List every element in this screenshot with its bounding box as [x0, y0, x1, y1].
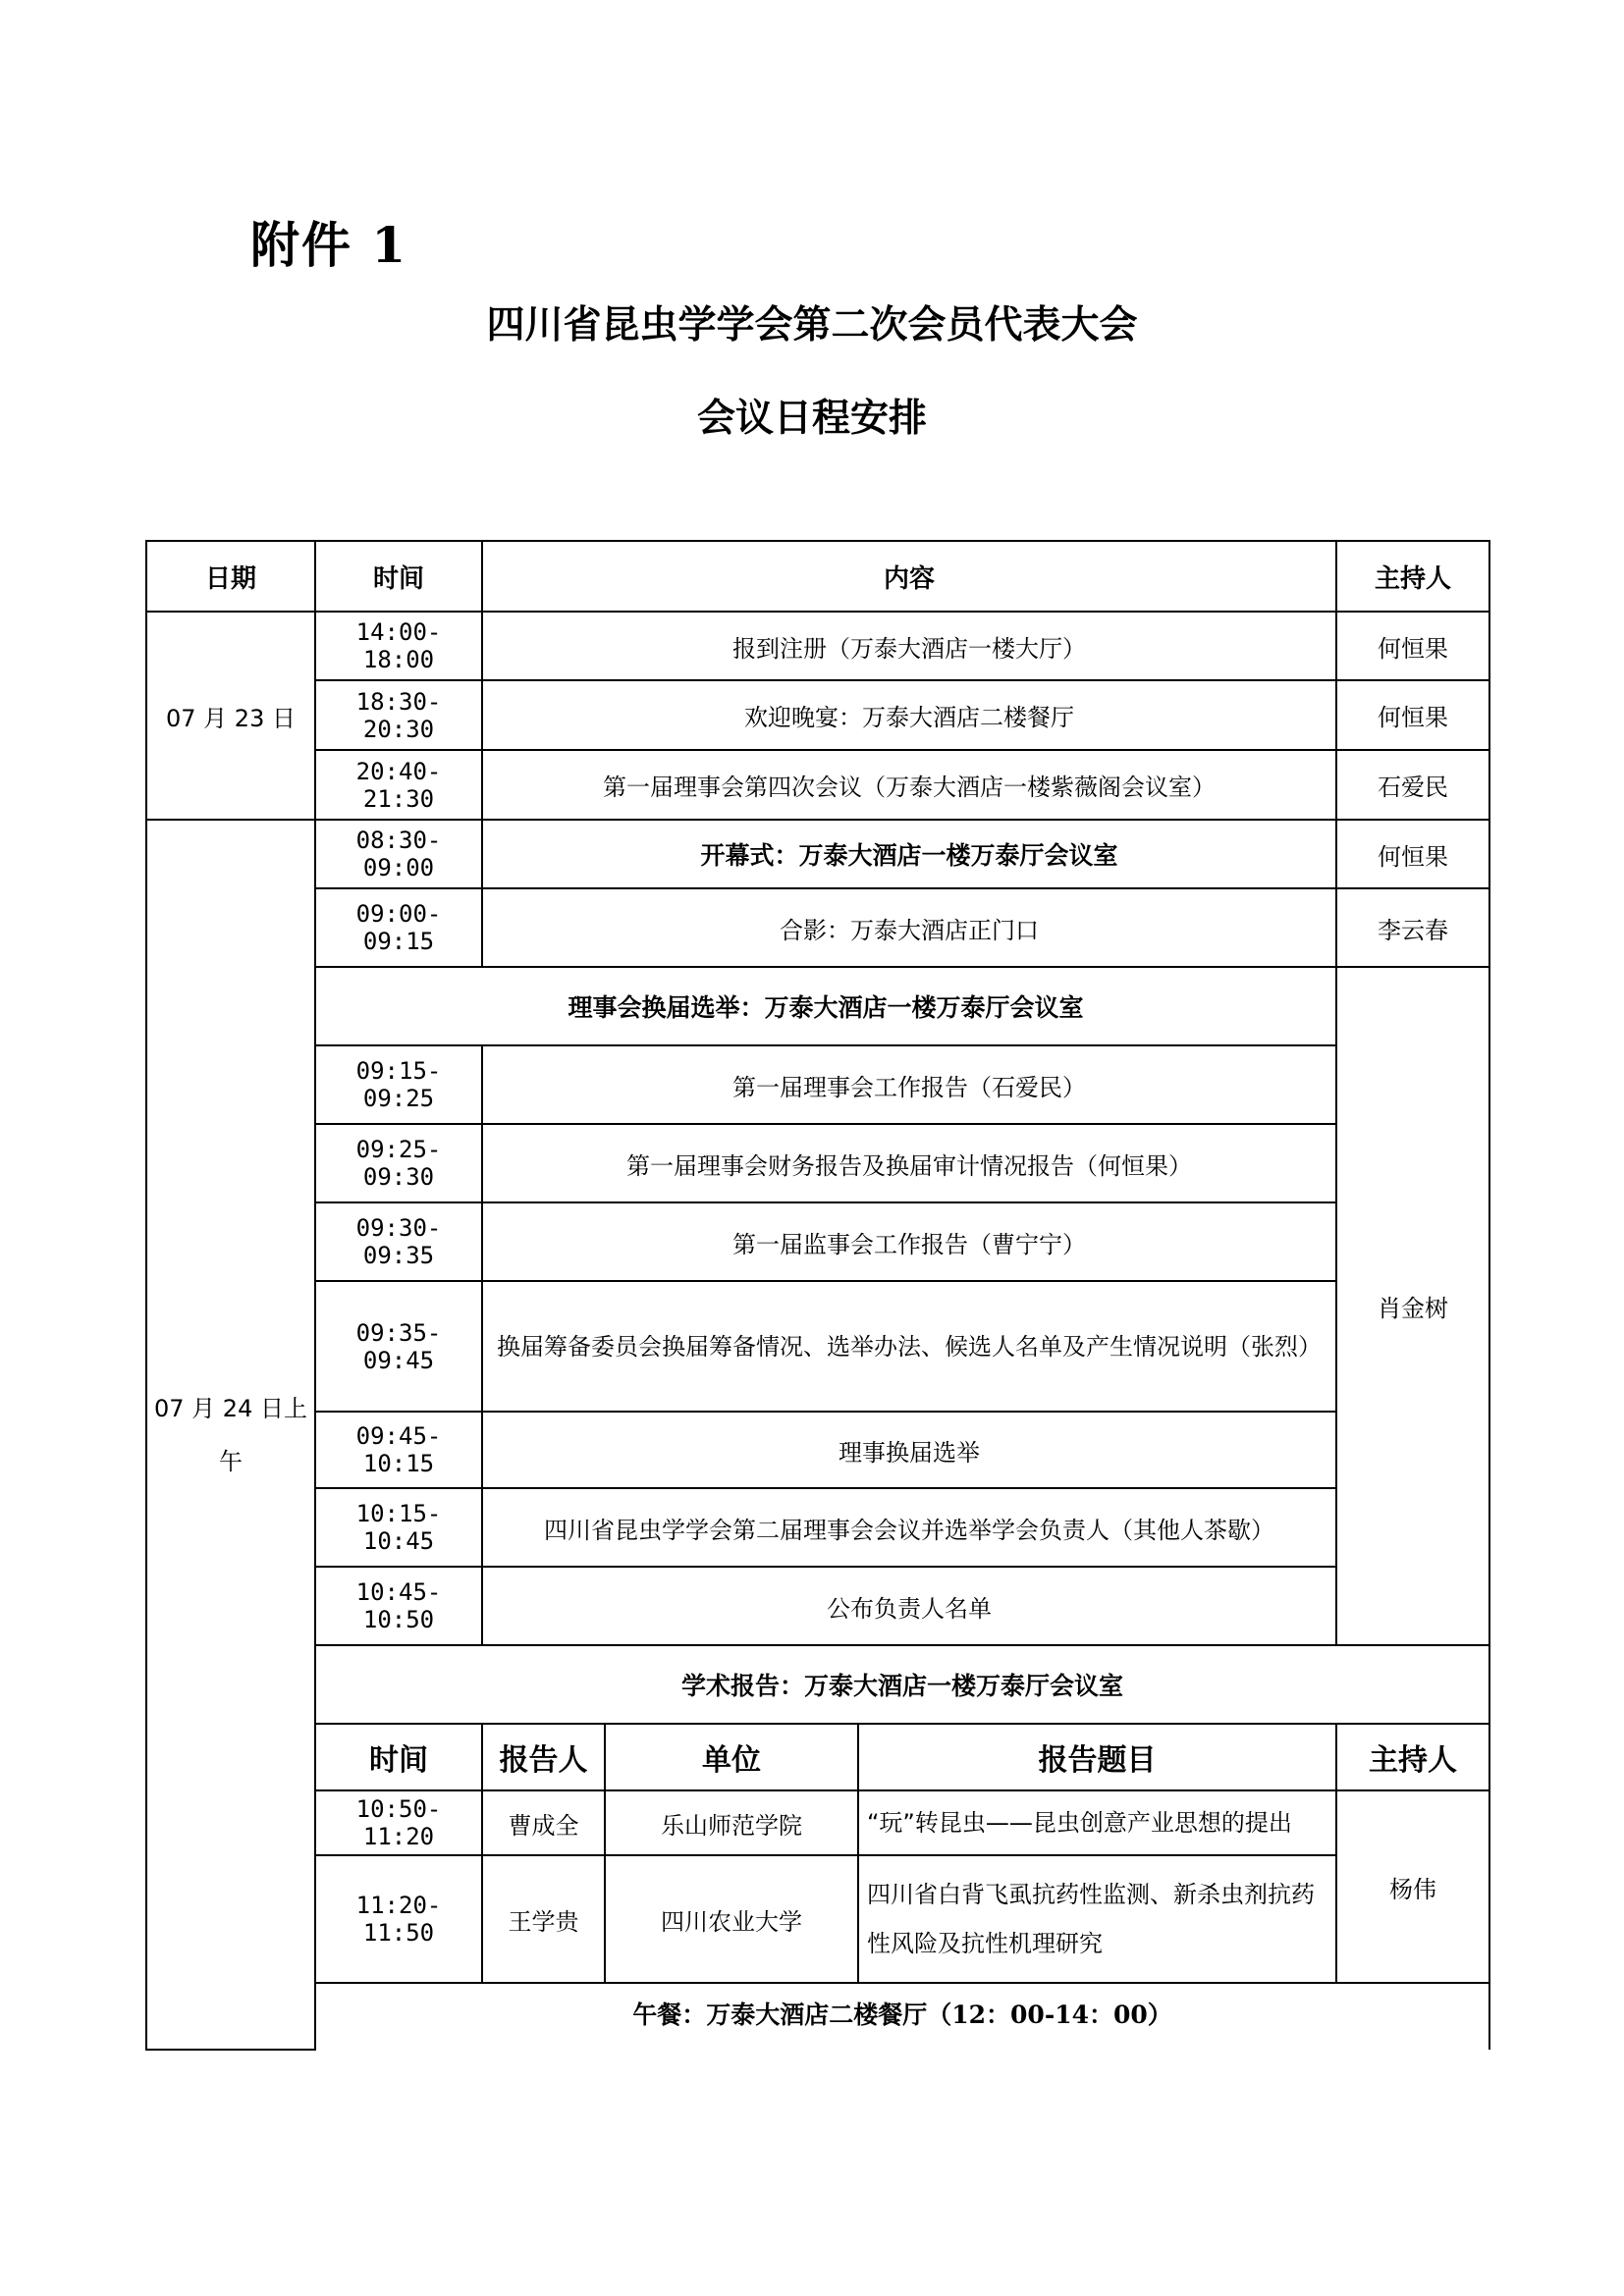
election-section-header: 理事会换届选举：万泰大酒店一楼万泰厅会议室 [315, 967, 1336, 1045]
col-header-date: 日期 [146, 541, 315, 612]
row-host: 何恒果 [1336, 820, 1489, 888]
table-row [146, 1124, 1489, 1202]
row-content: 四川省昆虫学学会第二届理事会会议并选举学会负责人（其他人茶歇） [482, 1488, 1336, 1567]
row-host: 何恒果 [1336, 612, 1489, 680]
table-row [146, 820, 1489, 888]
election-host: 肖金树 [1336, 967, 1489, 1645]
table-row [146, 1790, 1489, 1855]
table-row [146, 1281, 1489, 1412]
academic-col-unit: 单位 [605, 1724, 858, 1790]
table-row [146, 1412, 1489, 1488]
table-row [146, 1488, 1489, 1567]
schedule-table [145, 540, 1490, 2051]
section-header-row [146, 967, 1489, 1045]
academic-col-speaker: 报告人 [482, 1724, 605, 1790]
row-host: 石爱民 [1336, 750, 1489, 820]
table-row [146, 612, 1489, 680]
academic-col-time: 时间 [315, 1724, 482, 1790]
row-content: 第一届理事会第四次会议（万泰大酒店一楼紫薇阁会议室） [482, 750, 1336, 820]
row-time: 10:15-10:45 [315, 1488, 482, 1567]
row-time: 10:45-10:50 [315, 1567, 482, 1645]
row-time: 09:35-09:45 [315, 1281, 482, 1412]
document-subtitle: 会议日程安排 [696, 397, 927, 441]
day2-date: 07 月 24 日上午 [146, 820, 315, 2050]
row-content: 换届筹备委员会换届筹备情况、选举办法、候选人名单及产生情况说明（张烈） [482, 1281, 1336, 1412]
table-row [146, 1855, 1489, 1983]
section-header-row [146, 1645, 1489, 1724]
row-time: 11:20-11:50 [315, 1855, 482, 1983]
row-content: 第一届理事会工作报告（石爱民） [482, 1045, 1336, 1124]
academic-col-topic: 报告题目 [858, 1724, 1336, 1790]
row-unit: 乐山师范学院 [605, 1790, 858, 1855]
row-content: 合影：万泰大酒店正门口 [482, 888, 1336, 967]
lunch-info: 午餐：万泰大酒店二楼餐厅（12：00-14：00） [315, 1983, 1489, 2050]
table-header-row [146, 541, 1489, 612]
academic-header-row [146, 1724, 1489, 1790]
row-content: 第一届理事会财务报告及换届审计情况报告（何恒果） [482, 1124, 1336, 1202]
academic-section-header: 学术报告：万泰大酒店一楼万泰厅会议室 [315, 1645, 1489, 1724]
row-time: 20:40-21:30 [315, 750, 482, 820]
row-time: 09:25-09:30 [315, 1124, 482, 1202]
row-time: 09:00-09:15 [315, 888, 482, 967]
table-row [146, 1202, 1489, 1281]
row-time: 10:50-11:20 [315, 1790, 482, 1855]
row-topic: 四川省白背飞虱抗药性监测、新杀虫剂抗药性风险及抗性机理研究 [858, 1855, 1336, 1983]
table-row [146, 680, 1489, 750]
row-time: 14:00-18:00 [315, 612, 482, 680]
row-time: 09:45-10:15 [315, 1412, 482, 1488]
row-time: 18:30-20:30 [315, 680, 482, 750]
row-speaker: 王学贵 [482, 1855, 605, 1983]
table-row [146, 1045, 1489, 1124]
row-unit: 四川农业大学 [605, 1855, 858, 1983]
row-time: 09:30-09:35 [315, 1202, 482, 1281]
row-content: 公布负责人名单 [482, 1567, 1336, 1645]
lunch-row [146, 1983, 1489, 2050]
row-time: 09:15-09:25 [315, 1045, 482, 1124]
col-header-content: 内容 [482, 541, 1336, 612]
col-header-time: 时间 [315, 541, 482, 612]
academic-host: 杨伟 [1336, 1790, 1489, 1983]
table-row [146, 1567, 1489, 1645]
row-content: 报到注册（万泰大酒店一楼大厅） [482, 612, 1336, 680]
row-content: 欢迎晚宴：万泰大酒店二楼餐厅 [482, 680, 1336, 750]
opening-ceremony: 开幕式：万泰大酒店一楼万泰厅会议室 [482, 820, 1336, 888]
row-topic: “玩”转昆虫——昆虫创意产业思想的提出 [858, 1790, 1336, 1855]
row-host: 何恒果 [1336, 680, 1489, 750]
day1-date: 07 月 23 日 [146, 612, 315, 820]
row-host: 李云春 [1336, 888, 1489, 967]
row-speaker: 曹成全 [482, 1790, 605, 1855]
table-row [146, 750, 1489, 820]
row-time: 08:30-09:00 [315, 820, 482, 888]
document-title: 四川省昆虫学学会第二次会员代表大会 [486, 303, 1138, 347]
row-content: 理事换届选举 [482, 1412, 1336, 1488]
attachment-label: 附件 1 [250, 216, 408, 274]
table-row [146, 888, 1489, 967]
col-header-host: 主持人 [1336, 541, 1489, 612]
row-content: 第一届监事会工作报告（曹宁宁） [482, 1202, 1336, 1281]
academic-col-host: 主持人 [1336, 1724, 1489, 1790]
